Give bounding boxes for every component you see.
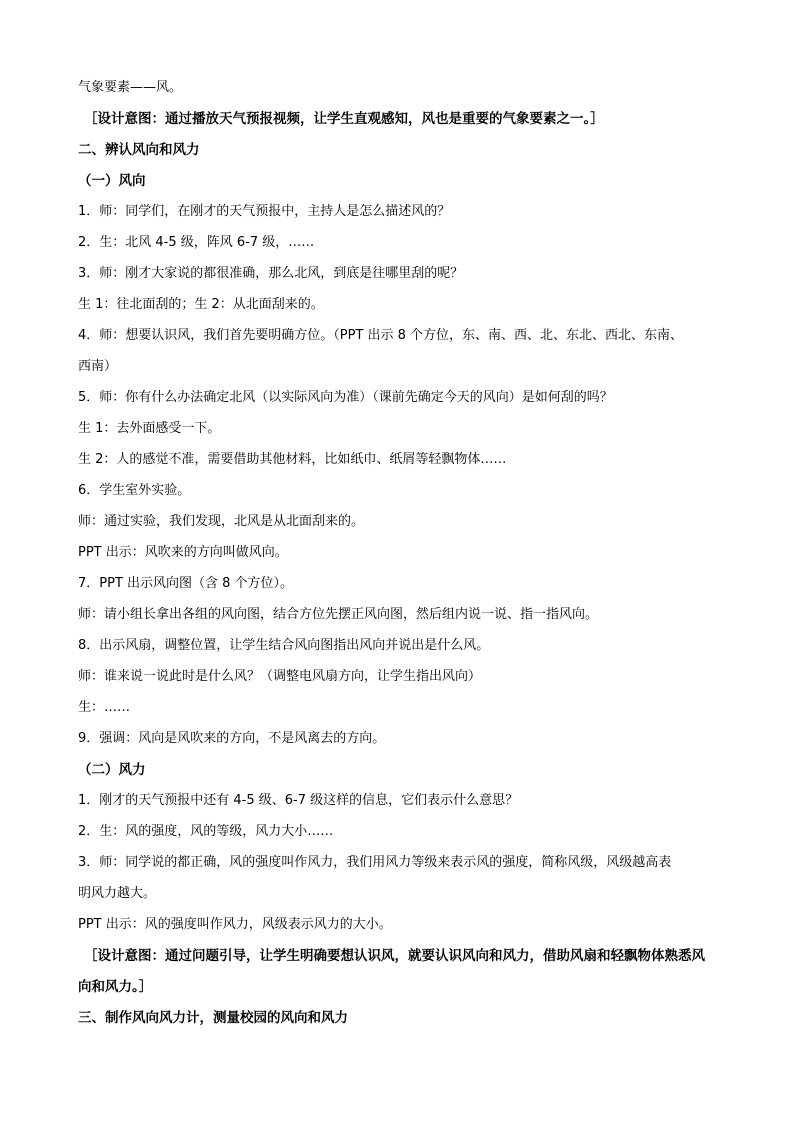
text-line: 4．师：想要认识风，我们首先要明确方位。（PPT 出示 8 个方位，东、南、西、北、东北、西北、东南、 [78,328,684,343]
text-line: 生：…… [78,700,131,715]
design-intent-note: ［设计意图：通过问题引导，让学生明确要想认识风，就要认识风向和风力，借助风扇和轻飘物体熟悉风 [84,948,705,964]
text-line: 生 1：去外面感受一下。 [78,421,221,436]
text-line: 生 2：人的感觉不准，需要借助其他材料，比如纸巾、纸屑等轻飘物体…… [78,452,507,467]
text-line: 8．出示风扇，调整位置，让学生结合风向图指出风向并说出是什么风。 [78,638,490,653]
design-intent-note: ［设计意图：通过播放天气预报视频，让学生直观感知，风也是重要的气象要素之一。］ [84,111,604,127]
text-line: 5．师：你有什么办法确定北风（以实际风向为准）（课前先确定今天的风向）是如何刮的吗？ [78,390,613,405]
subsection-heading: （二）风力 [78,762,146,778]
text-line: 6．学生室外实验。 [78,483,191,498]
text-line: 3．师：刚才大家说的都很准确，那么北风，到底是往哪里刮的呢？ [78,266,464,281]
text-line: 明风力越大。 [78,886,157,901]
text-line: 师：通过实验，我们发现，北风是从北面刮来的。 [78,514,365,529]
section-heading: 二、辨认风向和风力 [78,142,200,158]
text-line: 师：谁来说一说此时是什么风？（调整电风扇方向，让学生指出风向） [78,669,482,684]
text-line: 1．刚才的天气预报中还有 4-5 级、6-7 级这样的信息，它们表示什么意思？ [78,793,519,808]
text-line: 西南） [78,359,118,374]
text-line: 2．生：北风 4-5 级，阵风 6-7 级，…… [78,235,315,250]
text-line: 7．PPT 出示风向图（含 8 个方位）。 [78,576,294,591]
text-line: 生 1：往北面刮的；生 2：从北面刮来的。 [78,297,324,312]
text-line: 1．师：同学们，在刚才的天气预报中，主持人是怎么描述风的？ [78,204,451,219]
subsection-heading: （一）风向 [78,173,146,189]
text-line: 师：请小组长拿出各组的风向图，结合方位先摆正风向图，然后组内说一说、指一指风向。 [78,607,599,622]
text-line: 气象要素——风。 [78,80,183,95]
text-line: 9．强调：风向是风吹来的方向，不是风离去的方向。 [78,731,386,746]
text-line: PPT 出示：风吹来的方向叫做风向。 [78,545,288,560]
text-line: 3．师：同学说的都正确，风的强度叫作风力，我们用风力等级来表示风的强度，简称风级，风级越高表 [78,855,672,870]
text-line: PPT 出示：风的强度叫作风力，风级表示风力的大小。 [78,917,392,932]
text-line: 2．生：风的强度，风的等级，风力大小…… [78,824,334,839]
design-intent-note-cont: 向和风力。］ [78,979,153,995]
section-heading: 三、制作风向风力计，测量校园的风向和风力 [78,1010,348,1026]
